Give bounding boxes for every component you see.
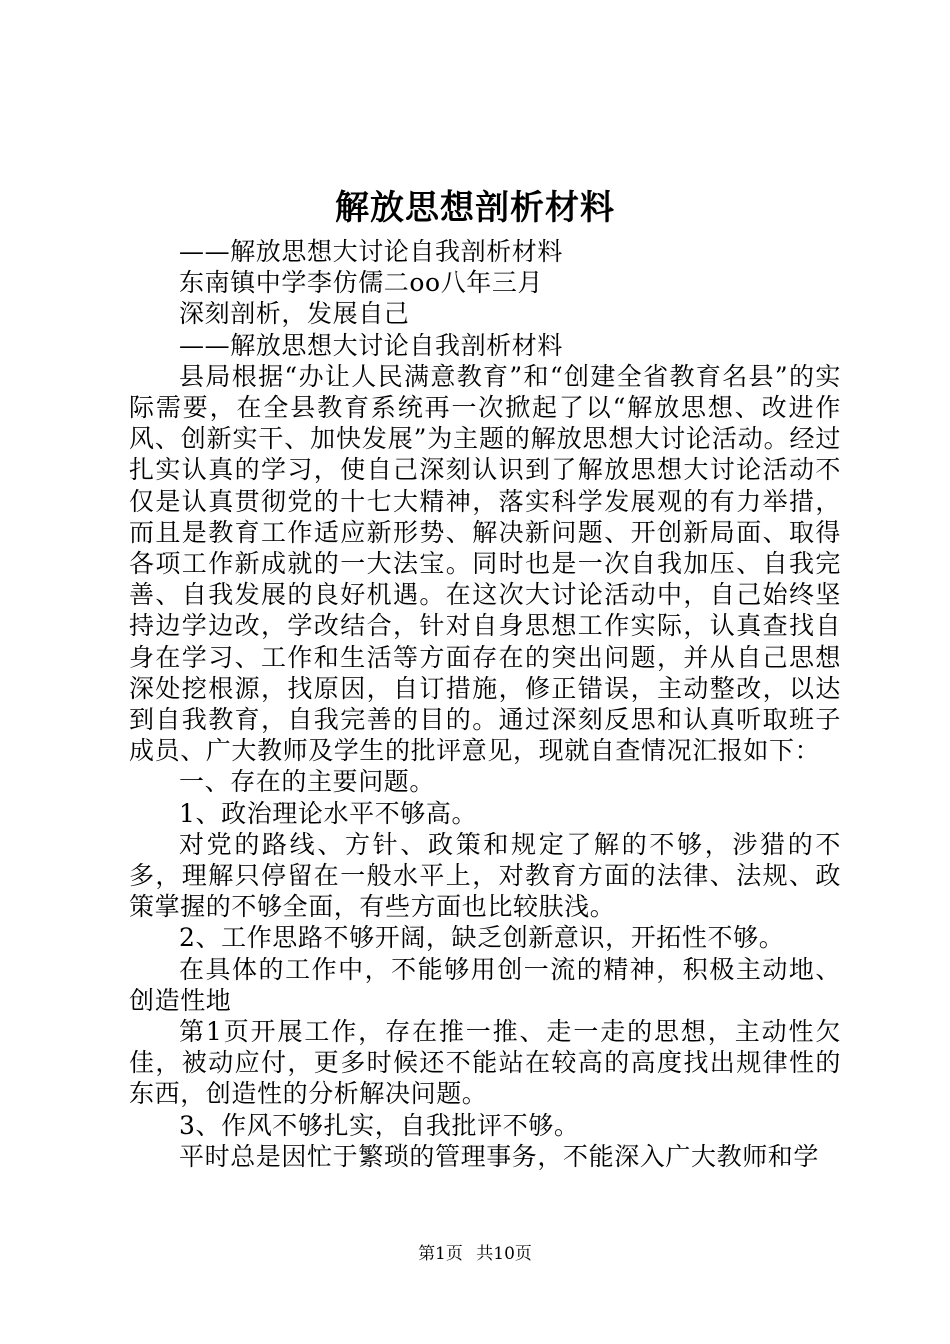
paragraph: 1、政治理论水平不够高。 <box>179 798 478 828</box>
paragraph: 县局根据“办让人民满意教育”和“创建全省教育名县”的实际需要，在全县教育系统再一次掀起了以“解放思想、改进作风、创新实干、加快发展”为主题的解放思想大讨论活动。经过扎实认真的学习，使自己深刻认识到了解放思想大讨论活动不仅是认真贯彻党的十七大精神，落实科学发展观的有力举措，而且是教育工作适应新形势、解决新问题、开创新局面、取得各项工作新成就的一大法宝。同时也是一次自我加压、自我完善、自我发展的良好机遇。在这次大讨论活动中，自己始终坚持边学边改，学改结合，针对自身思想工作实际，认真查找自身在学习、工作和生活等方面存在的突出问题，并从自己思想深处挖根源，找原因，自订措施，修正错误，主动整改，以达到自我教育，自我完善的目的。通过深刻反思和认真听取班子成员、广大教师及学生的批评意见，现就自查情况汇报如下： <box>129 361 841 766</box>
paragraph: ——解放思想大讨论自我剖析材料 <box>179 237 564 266</box>
document-title: 解放思想剖析材料 <box>335 188 615 228</box>
paragraph: 一、存在的主要问题。 <box>179 767 436 797</box>
paragraph: ——解放思想大讨论自我剖析材料 <box>179 330 564 360</box>
paragraph: 对党的路线、方针、政策和规定了解的不够，涉猎的不多，理解只停留在一般水平上，对教育方面的法律、法规、政策掌握的不够全面，有些方面也比较肤浅。 <box>129 829 841 922</box>
page-footer <box>0 1242 950 1266</box>
paragraph: 东南镇中学李仿儒二oo八年三月 <box>179 268 544 298</box>
paragraph: 深刻剖析，发展自己 <box>179 299 410 329</box>
document-body <box>129 236 841 1172</box>
paragraph: 3、作风不够扎实，自我批评不够。 <box>179 1110 580 1140</box>
paragraph: 平时总是因忙于繁琐的管理事务，不能深入广大教师和学 <box>179 1141 820 1171</box>
paragraph: 第1页开展工作，存在推一推、走一走的思想，主动性欠佳，被动应付，更多时候还不能站在较高的高度找出规律性的东西，创造性的分析解决问题。 <box>129 1017 841 1109</box>
paragraph: 2、工作思路不够开阔，缺乏创新意识，开拓性不够。 <box>179 923 785 953</box>
page-number: 第1页 <box>418 1244 463 1264</box>
paragraph: 在具体的工作中，不能够用创一流的精神，积极主动地、创造性地 <box>129 954 841 1015</box>
page-total: 共10页 <box>476 1244 532 1264</box>
